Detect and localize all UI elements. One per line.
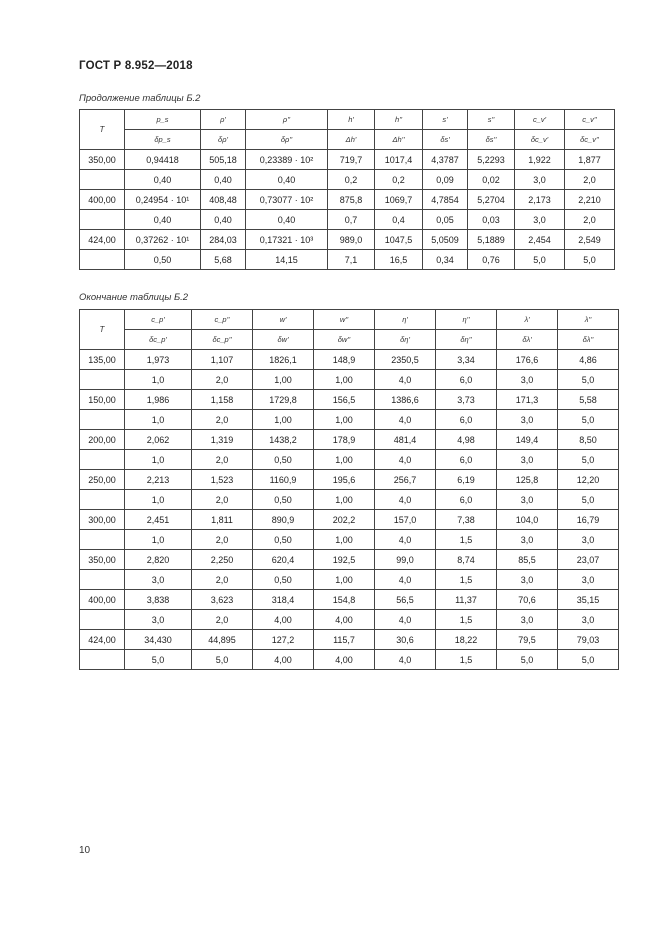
column-header-uncertainty: δλ'	[497, 330, 558, 350]
table-cell: 1069,7	[375, 190, 423, 210]
temperature-cell: 350,00	[80, 550, 125, 570]
table-cell: 154,8	[314, 590, 375, 610]
header-row-uncertainty	[80, 130, 615, 150]
table-cell: 989,0	[328, 230, 375, 250]
table-cell: 0,94418	[125, 150, 201, 170]
table-cell: 5,0	[192, 650, 253, 670]
table-cell: 3,73	[436, 390, 497, 410]
table-cell: 127,2	[253, 630, 314, 650]
temperature-cell: 424,00	[80, 230, 125, 250]
table-cell: 4,86	[558, 350, 619, 370]
table-cell: 6,0	[436, 450, 497, 470]
table-cell: 2,820	[125, 550, 192, 570]
table-cell: 79,03	[558, 630, 619, 650]
column-header: c_v'	[515, 110, 565, 130]
table-cell: 1047,5	[375, 230, 423, 250]
table-cell: 3,838	[125, 590, 192, 610]
temperature-cell: 200,00	[80, 430, 125, 450]
header-row-uncertainty	[80, 330, 619, 350]
table-cell: 44,895	[192, 630, 253, 650]
table-cell: 3,0	[558, 570, 619, 590]
column-header: λ'	[497, 310, 558, 330]
table-cell: 1,811	[192, 510, 253, 530]
table-cell: 5,0	[125, 650, 192, 670]
table-cell: 6,0	[436, 410, 497, 430]
table-cell: 620,4	[253, 550, 314, 570]
temperature-cell	[80, 250, 125, 270]
table-cell: 4,0	[375, 610, 436, 630]
table-cell: 23,07	[558, 550, 619, 570]
table-cell: 3,0	[497, 610, 558, 630]
table-cell: 6,0	[436, 490, 497, 510]
temperature-cell	[80, 490, 125, 510]
table-cell: 0,34	[423, 250, 468, 270]
table-cell: 2,0	[192, 450, 253, 470]
table-cell: 1,0	[125, 450, 192, 470]
table-cell: 85,5	[497, 550, 558, 570]
column-header: h'	[328, 110, 375, 130]
table-cell: 176,6	[497, 350, 558, 370]
table-cell: 0,23389 · 10²	[246, 150, 328, 170]
table-cell: 3,0	[497, 530, 558, 550]
table-cell: 4,0	[375, 650, 436, 670]
table-cell: 0,2	[375, 170, 423, 190]
table-cell: 99,0	[375, 550, 436, 570]
table-cell: 1,319	[192, 430, 253, 450]
table-cell: 30,6	[375, 630, 436, 650]
table-row	[80, 430, 619, 450]
table-cell: 2,250	[192, 550, 253, 570]
column-header-t: T	[80, 310, 125, 350]
column-header-uncertainty: δp_s	[125, 130, 201, 150]
table-cell: 1,0	[125, 530, 192, 550]
column-header: λ''	[558, 310, 619, 330]
table-cell: 0,40	[125, 170, 201, 190]
table-cell: 0,73077 · 10²	[246, 190, 328, 210]
table-cell: 1,00	[314, 370, 375, 390]
table-cell: 481,4	[375, 430, 436, 450]
column-header-uncertainty: Δh''	[375, 130, 423, 150]
table-cell: 1,0	[125, 490, 192, 510]
table-row	[80, 190, 615, 210]
column-header: c_p'	[125, 310, 192, 330]
column-header-uncertainty: δw''	[314, 330, 375, 350]
table-cell: 171,3	[497, 390, 558, 410]
temperature-cell: 250,00	[80, 470, 125, 490]
table-row	[80, 550, 619, 570]
table1	[79, 109, 615, 270]
table-cell: 79,5	[497, 630, 558, 650]
table-row	[80, 470, 619, 490]
temperature-cell: 400,00	[80, 190, 125, 210]
temperature-cell: 424,00	[80, 630, 125, 650]
column-header-uncertainty: δs'	[423, 130, 468, 150]
table-cell: 4,00	[253, 650, 314, 670]
temperature-cell: 300,00	[80, 510, 125, 530]
table-cell: 5,0	[558, 490, 619, 510]
table-cell: 318,4	[253, 590, 314, 610]
document-code: ГОСТ Р 8.952—2018	[79, 60, 193, 72]
temperature-cell: 150,00	[80, 390, 125, 410]
table-cell: 0,40	[246, 210, 328, 230]
table-cell: 5,0	[558, 370, 619, 390]
table-cell: 16,79	[558, 510, 619, 530]
table-cell: 4,00	[314, 610, 375, 630]
table-cell: 0,40	[246, 170, 328, 190]
table-cell: 6,0	[436, 370, 497, 390]
table-cell: 2,0	[565, 170, 615, 190]
table-cell: 1,877	[565, 150, 615, 170]
table-cell: 1,00	[314, 570, 375, 590]
table-cell: 2,549	[565, 230, 615, 250]
table-cell: 4,0	[375, 410, 436, 430]
table-row	[80, 350, 619, 370]
temperature-cell: 350,00	[80, 150, 125, 170]
table-cell: 2,454	[515, 230, 565, 250]
column-header-uncertainty: δc_p''	[192, 330, 253, 350]
table-cell: 5,0	[565, 250, 615, 270]
table-cell: 1,00	[314, 450, 375, 470]
table-cell: 1,00	[253, 410, 314, 430]
column-header: η''	[436, 310, 497, 330]
table-cell: 1,00	[253, 370, 314, 390]
table-cell: 3,34	[436, 350, 497, 370]
table2	[79, 309, 619, 670]
table-cell: 5,68	[201, 250, 246, 270]
table-cell: 0,17321 · 10³	[246, 230, 328, 250]
table-cell: 5,0509	[423, 230, 468, 250]
column-header-uncertainty: Δh'	[328, 130, 375, 150]
column-header: ρ'	[201, 110, 246, 130]
table-cell: 18,22	[436, 630, 497, 650]
table-cell: 157,0	[375, 510, 436, 530]
table-cell: 1,986	[125, 390, 192, 410]
table-cell: 0,7	[328, 210, 375, 230]
table-cell: 5,0	[515, 250, 565, 270]
table-cell: 1,0	[125, 410, 192, 430]
table-cell: 3,0	[497, 570, 558, 590]
table-cell: 0,02	[468, 170, 515, 190]
table-cell: 3,0	[497, 410, 558, 430]
table-cell: 1,5	[436, 610, 497, 630]
table-cell: 4,00	[314, 650, 375, 670]
table-cell: 1,00	[314, 530, 375, 550]
table-cell: 70,6	[497, 590, 558, 610]
temperature-cell	[80, 170, 125, 190]
column-header-uncertainty: δη''	[436, 330, 497, 350]
column-header: p_s	[125, 110, 201, 130]
column-header-uncertainty: δs''	[468, 130, 515, 150]
table-row	[80, 490, 619, 510]
table-row	[80, 390, 619, 410]
table-cell: 195,6	[314, 470, 375, 490]
table-cell: 2,0	[192, 490, 253, 510]
column-header: η'	[375, 310, 436, 330]
table-cell: 1,5	[436, 650, 497, 670]
table-cell: 0,09	[423, 170, 468, 190]
table-cell: 1438,2	[253, 430, 314, 450]
column-header-t: T	[80, 110, 125, 150]
table-cell: 7,1	[328, 250, 375, 270]
table-cell: 192,5	[314, 550, 375, 570]
table-cell: 115,7	[314, 630, 375, 650]
temperature-cell	[80, 530, 125, 550]
table-cell: 2,213	[125, 470, 192, 490]
table-cell: 1,0	[125, 370, 192, 390]
table-cell: 1,00	[314, 410, 375, 430]
table-cell: 16,5	[375, 250, 423, 270]
table-cell: 7,38	[436, 510, 497, 530]
table-cell: 14,15	[246, 250, 328, 270]
table-cell: 875,8	[328, 190, 375, 210]
table-row	[80, 610, 619, 630]
table-cell: 0,40	[125, 210, 201, 230]
table-cell: 178,9	[314, 430, 375, 450]
table-row	[80, 530, 619, 550]
table-row	[80, 250, 615, 270]
table-row	[80, 230, 615, 250]
table-cell: 2350,5	[375, 350, 436, 370]
table-cell: 4,7854	[423, 190, 468, 210]
header-row	[80, 310, 619, 330]
table-cell: 4,0	[375, 570, 436, 590]
column-header: w''	[314, 310, 375, 330]
table-cell: 0,03	[468, 210, 515, 230]
table-cell: 1386,6	[375, 390, 436, 410]
table-cell: 4,0	[375, 450, 436, 470]
table-cell: 156,5	[314, 390, 375, 410]
table-cell: 1,5	[436, 570, 497, 590]
table-cell: 1,107	[192, 350, 253, 370]
page-number: 10	[79, 845, 91, 856]
table-cell: 1,973	[125, 350, 192, 370]
column-header-uncertainty: δρ'	[201, 130, 246, 150]
column-header: c_p''	[192, 310, 253, 330]
table-cell: 3,0	[125, 570, 192, 590]
table-row	[80, 410, 619, 430]
table-cell: 35,15	[558, 590, 619, 610]
table-cell: 1729,8	[253, 390, 314, 410]
table-cell: 56,5	[375, 590, 436, 610]
column-header: w'	[253, 310, 314, 330]
table-cell: 11,37	[436, 590, 497, 610]
table1-body	[80, 110, 615, 270]
temperature-cell	[80, 570, 125, 590]
column-header-uncertainty: δρ''	[246, 130, 328, 150]
table-cell: 0,76	[468, 250, 515, 270]
column-header-uncertainty: δc_v'	[515, 130, 565, 150]
column-header-uncertainty: δw'	[253, 330, 314, 350]
table-cell: 149,4	[497, 430, 558, 450]
table-cell: 3,0	[558, 530, 619, 550]
table-cell: 3,0	[497, 490, 558, 510]
table-cell: 4,00	[253, 610, 314, 630]
table-cell: 2,0	[192, 610, 253, 630]
table-row	[80, 590, 619, 610]
table-cell: 4,3787	[423, 150, 468, 170]
table-cell: 0,05	[423, 210, 468, 230]
table-cell: 5,0	[558, 410, 619, 430]
temperature-cell: 400,00	[80, 590, 125, 610]
table-cell: 256,7	[375, 470, 436, 490]
table-cell: 2,0	[192, 530, 253, 550]
table1-caption: Продолжение таблицы Б.2	[79, 93, 201, 104]
table-cell: 2,0	[192, 570, 253, 590]
table-cell: 34,430	[125, 630, 192, 650]
table-cell: 3,0	[515, 170, 565, 190]
table-row	[80, 630, 619, 650]
table-cell: 719,7	[328, 150, 375, 170]
table-cell: 4,0	[375, 530, 436, 550]
table-cell: 125,8	[497, 470, 558, 490]
temperature-cell: 135,00	[80, 350, 125, 370]
table-cell: 3,0	[497, 370, 558, 390]
table-cell: 2,0	[565, 210, 615, 230]
table-cell: 0,2	[328, 170, 375, 190]
table-cell: 890,9	[253, 510, 314, 530]
temperature-cell	[80, 210, 125, 230]
table-cell: 0,40	[201, 170, 246, 190]
table-cell: 284,03	[201, 230, 246, 250]
temperature-cell	[80, 450, 125, 470]
column-header: h''	[375, 110, 423, 130]
table-cell: 3,623	[192, 590, 253, 610]
table-cell: 5,2704	[468, 190, 515, 210]
table-cell: 8,50	[558, 430, 619, 450]
column-header: s''	[468, 110, 515, 130]
table-cell: 2,0	[192, 370, 253, 390]
table-cell: 1,922	[515, 150, 565, 170]
table-cell: 5,0	[558, 650, 619, 670]
table-cell: 505,18	[201, 150, 246, 170]
table-cell: 1,00	[314, 490, 375, 510]
table-row	[80, 570, 619, 590]
table-cell: 0,40	[201, 210, 246, 230]
table-cell: 1826,1	[253, 350, 314, 370]
table-cell: 148,9	[314, 350, 375, 370]
table-cell: 6,19	[436, 470, 497, 490]
table-row	[80, 510, 619, 530]
table-row	[80, 170, 615, 190]
temperature-cell	[80, 610, 125, 630]
table-cell: 1160,9	[253, 470, 314, 490]
table-cell: 0,24954 · 10¹	[125, 190, 201, 210]
table-cell: 12,20	[558, 470, 619, 490]
table-cell: 0,4	[375, 210, 423, 230]
table-cell: 1,158	[192, 390, 253, 410]
table-cell: 0,50	[253, 490, 314, 510]
temperature-cell	[80, 410, 125, 430]
table2-body	[80, 310, 619, 670]
temperature-cell	[80, 370, 125, 390]
table-cell: 5,58	[558, 390, 619, 410]
column-header: s'	[423, 110, 468, 130]
table-cell: 8,74	[436, 550, 497, 570]
header-row	[80, 110, 615, 130]
table-cell: 0,50	[253, 570, 314, 590]
column-header-uncertainty: δc_p'	[125, 330, 192, 350]
column-header-uncertainty: δc_v''	[565, 130, 615, 150]
table-cell: 0,50	[253, 450, 314, 470]
table-cell: 5,0	[497, 650, 558, 670]
table-cell: 2,210	[565, 190, 615, 210]
table-cell: 4,0	[375, 490, 436, 510]
table-cell: 3,0	[515, 210, 565, 230]
table-cell: 1,5	[436, 530, 497, 550]
table-row	[80, 150, 615, 170]
table-row	[80, 650, 619, 670]
table-row	[80, 370, 619, 390]
table-cell: 2,062	[125, 430, 192, 450]
table-cell: 0,37262 · 10¹	[125, 230, 201, 250]
table-cell: 2,451	[125, 510, 192, 530]
table-cell: 0,50	[253, 530, 314, 550]
temperature-cell	[80, 650, 125, 670]
table-cell: 202,2	[314, 510, 375, 530]
table-cell: 1,523	[192, 470, 253, 490]
table-cell: 1017,4	[375, 150, 423, 170]
table-row	[80, 210, 615, 230]
table-cell: 5,2293	[468, 150, 515, 170]
column-header-uncertainty: δη'	[375, 330, 436, 350]
table-cell: 5,1889	[468, 230, 515, 250]
table-row	[80, 450, 619, 470]
table-cell: 3,0	[558, 610, 619, 630]
table-cell: 2,0	[192, 410, 253, 430]
table-cell: 0,50	[125, 250, 201, 270]
table-cell: 3,0	[125, 610, 192, 630]
table-cell: 4,0	[375, 370, 436, 390]
table2-caption: Окончание таблицы Б.2	[79, 292, 189, 303]
table-cell: 408,48	[201, 190, 246, 210]
column-header: ρ''	[246, 110, 328, 130]
table-cell: 104,0	[497, 510, 558, 530]
table-cell: 4,98	[436, 430, 497, 450]
table-cell: 2,173	[515, 190, 565, 210]
column-header-uncertainty: δλ''	[558, 330, 619, 350]
table-cell: 3,0	[497, 450, 558, 470]
column-header: c_v''	[565, 110, 615, 130]
table-cell: 5,0	[558, 450, 619, 470]
